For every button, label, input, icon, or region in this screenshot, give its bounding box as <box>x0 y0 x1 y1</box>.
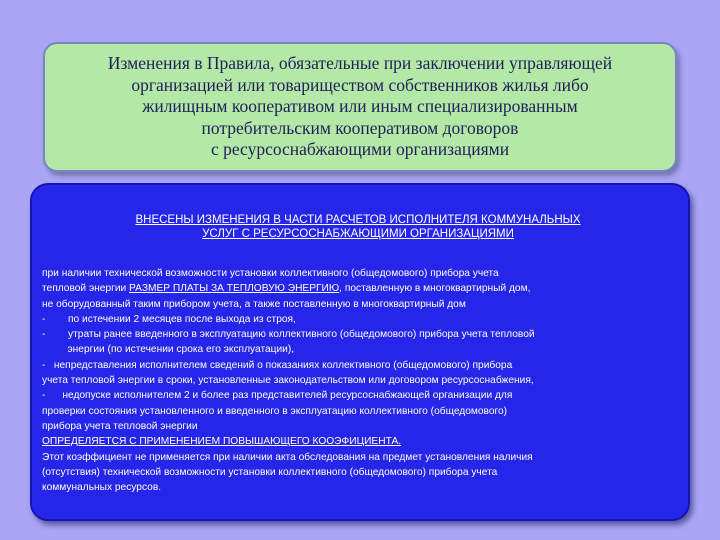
content-box <box>30 183 690 521</box>
note-line-2: (отсутствия) технической возможности установки коллективного (общедомового) прибора учета <box>42 466 498 478</box>
bullet-line-3: - непредставления исполнителем сведений о показаниях коллективного (общедомового) прибора <box>42 359 513 371</box>
slide-title: Изменения в Правила, обязательные при заключении управляющей организацией или товариществом собственников жилья либо жилищным кооперативом или иным специализированным потребительским кооперативом договоров с ресурсоснабжающими организациями <box>107 53 613 160</box>
bullet-line-3-cont: учета тепловой энергии в сроки, установленные законодательством или договором ресурсоснабжения, <box>42 375 534 387</box>
body-line-2 <box>42 281 682 296</box>
bullet-line-4: - недопуске исполнителем 2 и более раз представителей ресурсоснабжающей организации для <box>42 390 513 402</box>
note-line-3: коммунальных ресурсов. <box>42 482 162 494</box>
coefficient-emphasis: ОПРЕДЕЛЯЕТСЯ С ПРИМЕНЕНИЕМ ПОВЫШАЮЩЕГО КООЭФИЦИЕНТА. <box>42 436 402 448</box>
content-heading: ВНЕСЕНЫ ИЗМЕНЕНИЯ В ЧАСТИ РАСЧЕТОВ ИСПОЛНИТЕЛЯ КОММУНАЛЬНЫХ УСЛУГ С РЕСУРСОСНАБЖАЮЩИМИ ОРГАНИЗАЦИЯМИ <box>135 214 581 240</box>
bullet-line-4-end: прибора учета тепловой энергии <box>42 420 198 432</box>
body-line-1: при наличии технической возможности установки коллективного (общедомового) прибора учета <box>42 268 499 279</box>
title-box <box>43 42 677 172</box>
bullet-line-1: - по истечении 2 месяцев после выхода из строя, <box>42 313 296 325</box>
bullet-line-4-cont: проверки состояния установленного и введенного в эксплуатацию коллективного (общедомового) <box>42 405 508 417</box>
bullet-line-2-cont: энергии (по истечении срока его эксплуатации), <box>42 344 295 356</box>
body-line-2-start: тепловой энергии <box>42 283 130 295</box>
bullet-line-2: - утраты ранее введенного в эксплуатацию коллективного (общедомового) прибора учета тепловой <box>42 329 535 341</box>
note-line-1: Этот коэффициент не применяется при наличии акта обследования на предмет установления наличия <box>42 451 533 463</box>
body-line-3: не оборудованный таким прибором учета, а также поставленную в многоквартирный дом <box>42 298 466 310</box>
payment-size-emphasis: РАЗМЕР ПЛАТЫ ЗА ТЕПЛОВУЮ ЭНЕРГИЮ <box>129 283 340 295</box>
content-body <box>42 266 682 495</box>
body-line-2-end: , поставленную в многоквартирный дом, <box>339 283 531 295</box>
